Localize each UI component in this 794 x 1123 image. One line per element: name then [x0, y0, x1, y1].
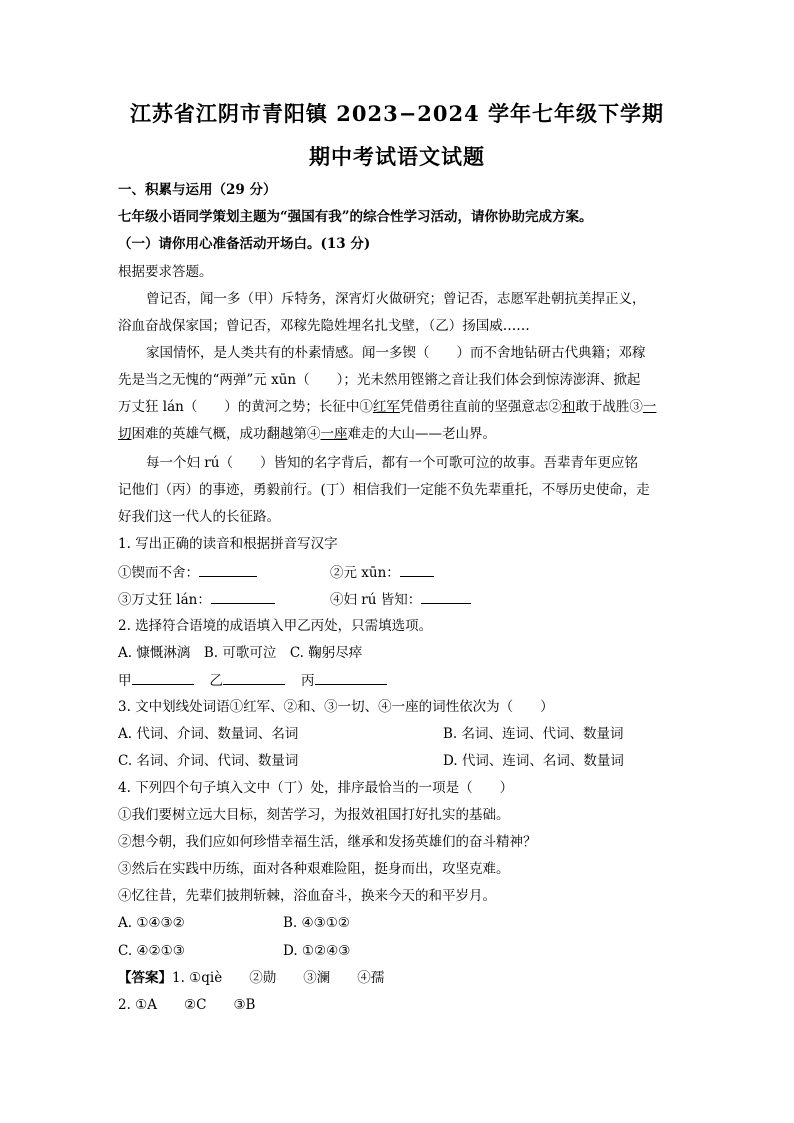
- question-2-blanks: [118, 670, 387, 691]
- underlined-word: 一: [642, 399, 657, 415]
- question-4-option-b[interactable]: B. ④③①②: [283, 915, 350, 931]
- blank-label: 甲: [118, 673, 132, 689]
- item-label: ②元 xūn：: [330, 565, 400, 581]
- answer-text: 1. ①qiè ②勋 ③澜 ④孺: [172, 970, 385, 986]
- question-1-item-a: [118, 562, 257, 583]
- text-span: 敢于战胜③: [575, 399, 643, 415]
- passage-para2-line2: 先是当之无愧的“两弹”元 xūn（ ）；光未然用铿锵之音让我们体会到惊涛澎湃、掀起: [118, 372, 641, 388]
- underlined-word: 切: [118, 426, 132, 442]
- item-label: ③万丈狂 lán：: [118, 592, 211, 608]
- instruction: 根据要求答题。: [118, 264, 213, 280]
- question-4-option-c[interactable]: C. ④②①③: [118, 943, 185, 959]
- question-4-option-a[interactable]: A. ①④③②: [118, 915, 185, 931]
- text-span: 万丈狂 lán（ ）的黄河之势；长征中①: [118, 399, 373, 415]
- answer-blank[interactable]: [421, 589, 471, 604]
- passage-para2-line1: 家国情怀，是人类共有的朴素情感。闻一多锲（ ）而不舍地钻研古代典籍；邓稼: [146, 345, 646, 361]
- part-heading: （一）请你用心准备活动开场白。(13 分): [118, 236, 371, 252]
- answer-blank[interactable]: [400, 562, 434, 577]
- question-1-item-c: [118, 589, 275, 610]
- activity-intro: 七年级小语同学策划主题为“强国有我”的综合性学习活动，请你协助完成方案。: [118, 209, 593, 225]
- answer-blank[interactable]: [211, 589, 275, 604]
- text-span: 难走的大山——老山界。: [347, 426, 496, 442]
- underlined-word: 红军: [372, 399, 400, 415]
- question-1-item-b: [330, 562, 434, 583]
- answer-blank[interactable]: [199, 562, 257, 577]
- question-1-item-d: [330, 589, 471, 610]
- answer-blank-yi[interactable]: [223, 670, 285, 685]
- question-3-option-b[interactable]: B. 名词、连词、代词、数量词: [443, 726, 624, 742]
- text-span: 困难的英雄气概，成功翻越第④: [131, 426, 321, 442]
- passage-para1-line2: 浴血奋战保家国；曾记否，邓稼先隐姓埋名扎戈壁，（乙）扬国威……: [118, 318, 530, 334]
- passage-para2-line4: [118, 424, 496, 444]
- question-4-sentence-3: ③然后在实践中历练，面对各种艰难险阻，挺身而出，攻坚克难。: [118, 861, 510, 877]
- text-span: 凭借勇往直前的坚强意志②: [399, 399, 562, 415]
- passage-para1-line1: 曾记否，闻一多（甲）斥特务，深宵灯火做研究；曾记否，志愿军赴朝抗美捍正义，: [146, 291, 646, 307]
- passage-para3-line2: 记他们（丙）的事迹，勇毅前行。(丁）相信我们一定能不负先辈重托，不辱历史使命，走: [118, 482, 650, 498]
- question-2-stem: 2. 选择符合语境的成语填入甲乙丙处，只需填选项。: [118, 618, 433, 634]
- question-3-option-a[interactable]: A. 代词、介词、数量词、名词: [118, 726, 299, 742]
- passage-para3-line1: 每一个妇 rú（ ）皆知的名字背后，都有一个可歌可泣的故事。吾辈青年更应铭: [146, 455, 638, 471]
- question-3-stem: 3. 文中划线处词语①红军、②和、③一切、④一座的词性依次为（ ）: [118, 699, 554, 715]
- passage-para3-line3: 好我们这一代人的长征路。: [118, 509, 280, 525]
- question-1-stem: 1. 写出正确的读音和根据拼音写汉字: [118, 536, 338, 552]
- answer-line-1: [118, 968, 384, 988]
- question-3-option-d[interactable]: D. 代词、连词、名词、数量词: [443, 753, 624, 769]
- item-label: ①锲而不舍：: [118, 565, 199, 581]
- answer-label: 【答案】: [118, 970, 172, 986]
- question-4-sentence-1: ①我们要树立远大目标，刻苦学习，为报效祖国打好扎实的基础。: [118, 807, 510, 823]
- section-heading: 一、积累与运用（29 分）: [118, 182, 277, 198]
- underlined-word: 一座: [320, 426, 348, 442]
- blank-label: 乙: [209, 673, 223, 689]
- question-3-option-c[interactable]: C. 名词、介词、代词、数量词: [118, 753, 299, 769]
- item-label: ④妇 rú 皆知：: [330, 592, 422, 608]
- answer-line-2: 2. ①A ②C ③B: [118, 997, 256, 1013]
- question-4-sentence-4: ④忆往昔，先辈们披荆斩棘，浴血奋斗，换来今天的和平岁月。: [118, 888, 496, 904]
- underlined-word: 和: [561, 399, 576, 415]
- answer-blank-bing[interactable]: [315, 670, 387, 685]
- question-2-options: A. 慷慨淋漓 B. 可歌可泣 C. 鞠躬尽瘁: [118, 645, 363, 661]
- blank-label: 丙: [301, 673, 315, 689]
- answer-blank-jia[interactable]: [132, 670, 194, 685]
- question-4-option-d[interactable]: D. ①②④③: [283, 943, 351, 959]
- question-4-stem: 4. 下列四个句子填入文中（丁）处，排序最恰当的一项是（ ）: [118, 780, 514, 796]
- document-title-line1: 江苏省江阴市青阳镇 2023−2024 学年七年级下学期: [129, 101, 665, 126]
- passage-para2-line3: [118, 397, 656, 417]
- question-4-sentence-2: ②想今朝，我们应如何珍惜幸福生活，继承和发扬英雄们的奋斗精神？: [118, 834, 537, 850]
- document-title-line2: 期中考试语文试题: [309, 144, 485, 169]
